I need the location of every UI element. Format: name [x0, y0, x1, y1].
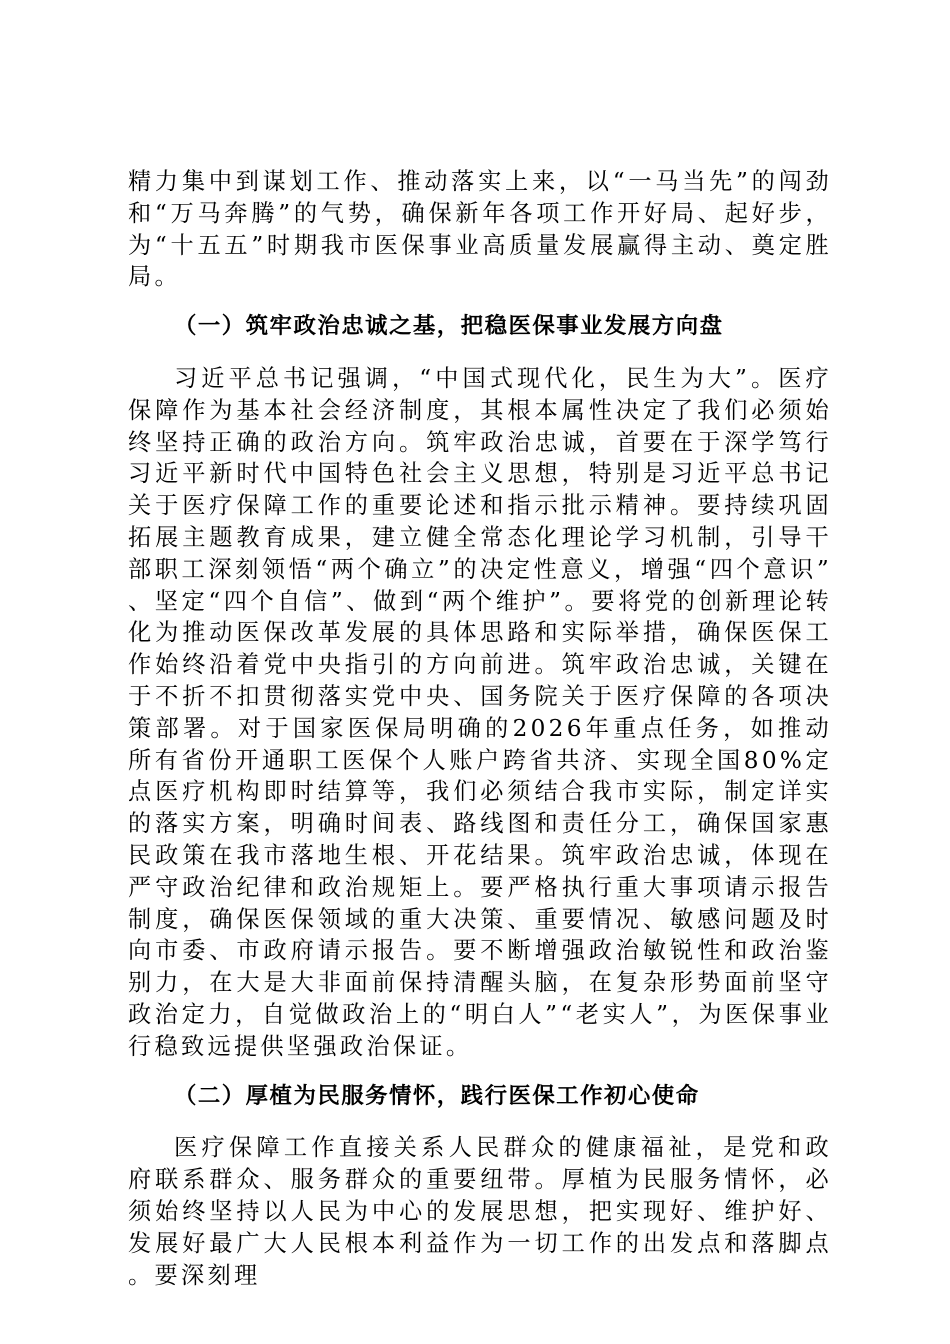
section-heading-2: （二）厚植为民服务情怀，践行医保工作初心使命: [174, 1082, 700, 1109]
section-heading-1: （一）筑牢政治忠诚之基，把稳医保事业发展方向盘: [174, 313, 724, 340]
intro-paragraph: 精力集中到谋划工作、推动落实上来，以“一马当先”的闯劲和“万马奔腾”的气势，确保新年各项工作开好局、起好步，为“十五五”时期我市医保事业高质量发展赢得主动、奠定胜局。: [128, 168, 832, 291]
document-body: [128, 166, 832, 1291]
section-paragraph-1: 习近平总书记强调，“中国式现代化，民生为大”。医疗保障作为基本社会经济制度，其根本属性决定了我们必须始终坚持正确的政治方向。筑牢政治忠诚，首要在于深学笃行习近平新时代中国特色社会主义思想，特别是习近平总书记关于医疗保障工作的重要论述和指示批示精神。要持续巩固拓展主题教育成果，建立健全常态化理论学习机制，引导干部职工深刻领悟“两个确立”的决定性意义，增强“四个意识”、坚定“四个自信”、做到“两个维护”。要将党的创新理论转化为推动医保改革发展的具体思路和实际举措，确保医保工作始终沿着党中央指引的方向前进。筑牢政治忠诚，关键在于不折不扣贯彻落实党中央、国务院关于医疗保障的各项决策部署。对于国家医保局明确的2026年重点任务，如推动所有省份开通职工医保个人账户跨省共济、实现全国80%定点医疗机构即时结算等，我们必须结合我市实际，制定详实的落实方案，明确时间表、路线图和责任分工，确保国家惠民政策在我市落地生根、开花结果。筑牢政治忠诚，体现在严守政治纪律和政治规矩上。要严格执行重大事项请示报告制度，确保医保领域的重大决策、重要情况、敏感问题及时向市委、市政府请示报告。要不断增强政治敏锐性和政治鉴别力，在大是大非面前保持清醒头脑，在复杂形势面前坚守政治定力，自觉做政治上的“明白人”“老实人”，为医保事业行稳致远提供坚强政治保证。: [128, 364, 832, 1060]
section-paragraph-2: 医疗保障工作直接关系人民群众的健康福祉，是党和政府联系群众、服务群众的重要纽带。厚植为民服务情怀，必须始终坚持以人民为中心的发展思想，把实现好、维护好、发展好最广大人民根本利益作为一切工作的出发点和落脚点。要深刻理: [128, 1134, 832, 1289]
